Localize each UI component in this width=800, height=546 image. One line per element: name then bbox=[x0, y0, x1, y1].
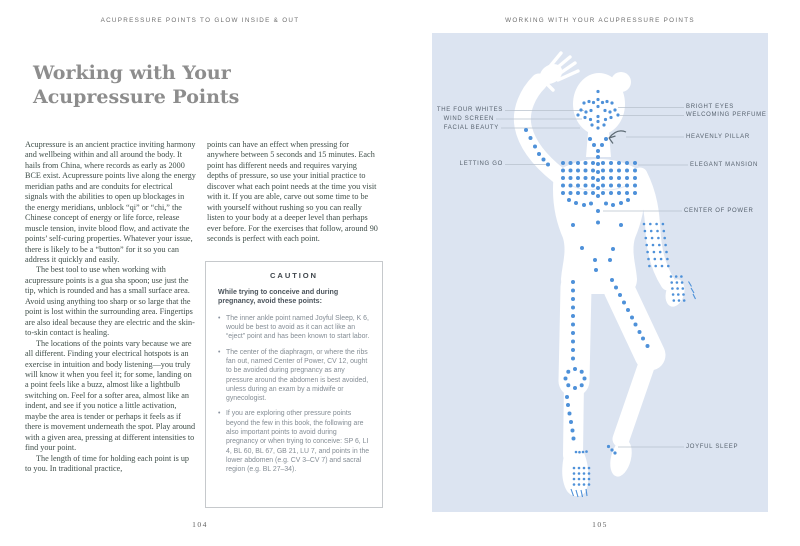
caution-bullet: • The center of the diaphragm, or where the ribs fan out, named Center of Power, CV 12, ought to be avoided during pregnancy as any pressure around the abdomen is best avoided, unless during an exam by a midwife or gynecologist. bbox=[218, 348, 370, 404]
paragraph: The locations of the points vary because we are all different. Finding your electrical hotspots is an exercise in intuition and body listening—you truly will know it when you feel it; for some, landing on a point feels like a buzz, almost like a lightbulb switching on. Feel for a softer area, almost like an indent, and see if you notice a little activation, maybe the area is tender or perhaps it feels as if there is movement underneath the spot. Play around with a given area, pressing at different intensities to find your point. bbox=[25, 338, 196, 453]
caution-bullet-list bbox=[218, 314, 370, 475]
running-head-left: ACUPRESSURE POINTS TO GLOW INSIDE & OUT bbox=[100, 17, 300, 24]
point-label-elegant-mansion: ELEGANT MANSION bbox=[690, 162, 759, 168]
point-label-facial-beauty: FACIAL BEAUTY bbox=[443, 125, 499, 131]
figure-panel bbox=[432, 33, 768, 512]
point-label-letting-go: LETTING GO bbox=[459, 161, 503, 167]
point-label-wind-screen: WIND SCREEN bbox=[443, 116, 494, 122]
caution-title: CAUTION bbox=[270, 271, 318, 280]
body-column-1 bbox=[25, 140, 196, 475]
point-label-heavenly-pillar: HEAVENLY PILLAR bbox=[686, 134, 750, 140]
page-title: Working with Your Acupressure Points bbox=[33, 62, 240, 108]
heavenly-pillar-arrow-icon bbox=[609, 131, 626, 144]
running-head-right: WORKING WITH YOUR ACUPRESSURE POINTS bbox=[505, 17, 695, 24]
point-label-joyful-sleep: JOYFUL SLEEP bbox=[686, 444, 739, 450]
point-label-the-four-whites: THE FOUR WHITES bbox=[436, 107, 503, 113]
point-label-bright-eyes: BRIGHT EYES bbox=[686, 104, 734, 110]
body-column-2 bbox=[207, 140, 379, 245]
paragraph: points can have an effect when pressing for anywhere between 5 seconds and 15 minutes. Each point has different needs and requires varying depths of pressure, so use your initial practice to discover what each point needs at the time you visit with it. If you are able, carve out some time to be with yourself without rushing so you can really listen to your body at a deeper level than perhaps ever before. For the exercises that follow, around 90 seconds is perfect with each point. bbox=[207, 140, 378, 244]
caution-intro: While trying to conceive and during pregnancy, avoid these points: bbox=[218, 288, 339, 306]
caution-bullet: • If you are exploring other pressure points beyond the few in this book, the following are also important points to avoid during pregnancy or when trying to conceive: SP 6, LI 4, BL 60, BL 67, GB 21, LU 7, and points in the lower abdomen (e.g. CV 3–CV 7) and sacral region (e.g. BL 27–34). bbox=[218, 409, 370, 474]
paragraph: Acupressure is an ancient practice inviting harmony and wellbeing within and all around the body. It hails from China, where records as early as 2000 BCE exist. Acupressure points live along the energy meridian paths and are conduits for electrical signals with the abilities to open up blockages in the energy meridians, unblock “qi” or “chi,” the Chinese concept of energy or life force, release muscle tension, invite blood flow, and activate the points’ self-curing properties. Whatever your issue, there is likely to be a “button” for it so you can address it quickly and easily. bbox=[25, 140, 196, 264]
caution-box bbox=[205, 261, 383, 508]
point-label-center-of-power: CENTER OF POWER bbox=[684, 208, 754, 214]
paragraph: The best tool to use when working with acupressure points is a gua sha spoon; use just the tip, which is rounded and has a small surface area. Avoid using anything too sharp or so large that the point is lost within the surrounding area. Fingertips are also ideal because they are electric and the skin-to-skin contact is healing. bbox=[25, 265, 195, 338]
paragraph: The length of time for holding each point is up to you. In traditional practice, bbox=[25, 453, 190, 474]
page-number-right: 105 bbox=[592, 520, 608, 529]
point-label-welcoming-perfume: WELCOMING PERFUME bbox=[686, 112, 767, 118]
caution-bullet: • The inner ankle point named Joyful Sleep, K 6, would be best to avoid as it can act like an “eject” point and has been known to start labor. bbox=[218, 314, 370, 342]
page-number-left: 104 bbox=[192, 520, 208, 529]
